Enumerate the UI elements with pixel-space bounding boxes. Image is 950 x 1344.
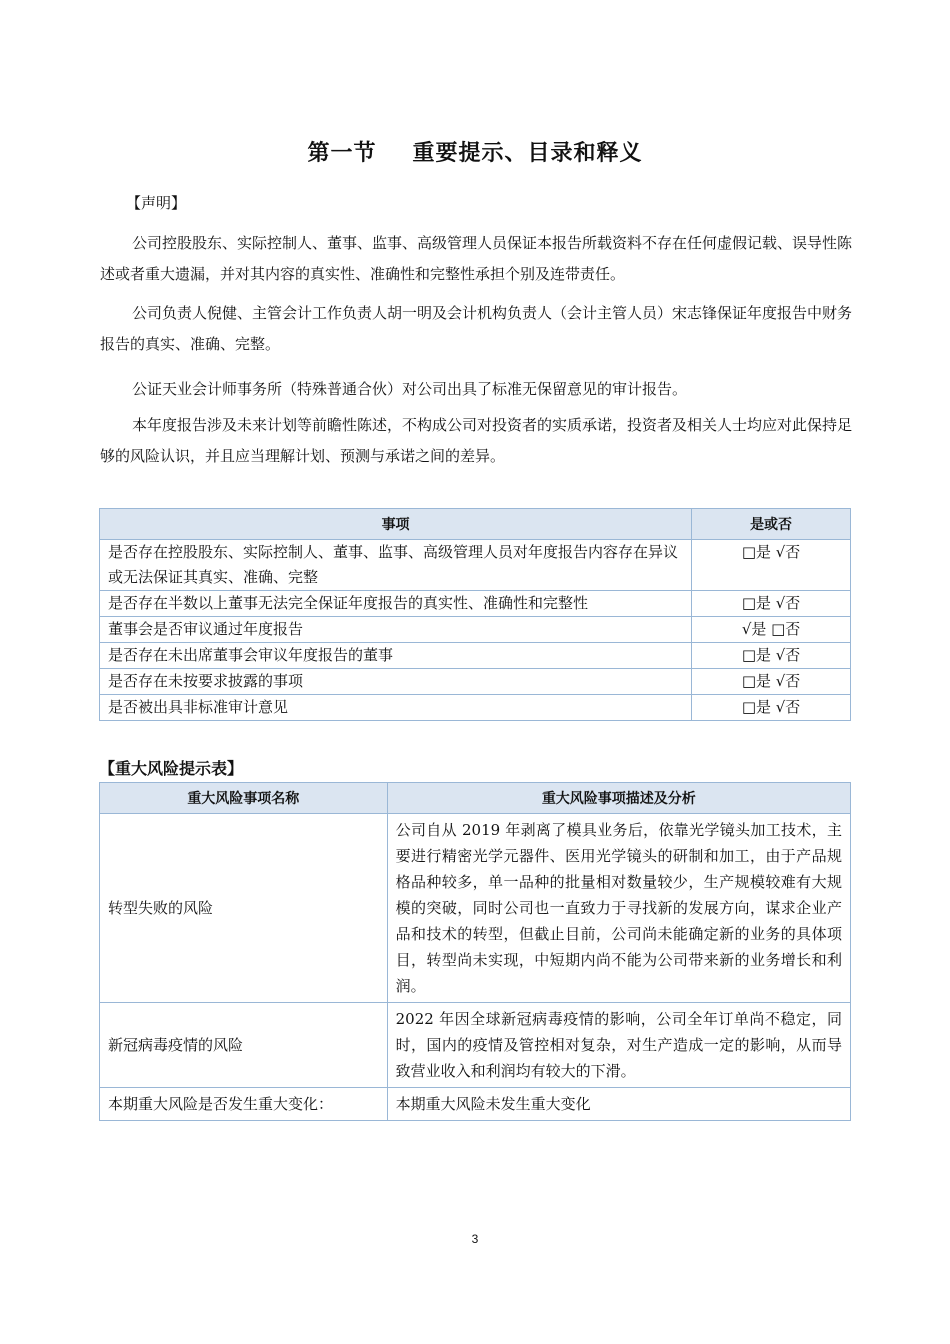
row-item: 董事会是否审议通过年度报告 bbox=[100, 617, 692, 643]
risk-desc: 本期重大风险未发生重大变化 bbox=[387, 1088, 850, 1121]
section-number: 第一节 bbox=[307, 141, 377, 166]
row-answer: □是 √否 bbox=[692, 540, 851, 591]
header-yes-no: 是或否 bbox=[692, 509, 851, 540]
table-row bbox=[100, 617, 851, 643]
table-row bbox=[100, 1003, 851, 1088]
row-item: 是否存在未出席董事会审议年度报告的董事 bbox=[100, 643, 692, 669]
row-item: 是否存在半数以上董事无法完全保证年度报告的真实性、准确性和完整性 bbox=[100, 591, 692, 617]
risk-table bbox=[99, 782, 851, 1121]
risk-desc: 公司自从 2019 年剥离了模具业务后，依靠光学镜头加工技术，主要进行精密光学元器件、医用光学镜头的研制和加工，由于产品规格品种较多，单一品种的批量相对数量较少，生产规模较难有大规模的突破，同时公司也一直致力于寻找新的发展方向，谋求企业产品和技术的转型，但截止目前，公司尚未能确定新的业务的具体项目，转型尚未实现，中短期内尚不能为公司带来新的业务增长和利润。 bbox=[387, 814, 850, 1003]
table-row bbox=[100, 1088, 851, 1121]
table-row bbox=[100, 695, 851, 721]
row-answer: □是 √否 bbox=[692, 643, 851, 669]
table-header-row bbox=[100, 509, 851, 540]
header-risk-name: 重大风险事项名称 bbox=[100, 783, 388, 814]
row-answer: □是 √否 bbox=[692, 669, 851, 695]
paragraph-2: 公司负责人倪健、主管会计工作负责人胡一明及会计机构负责人（会计主管人员）宋志锋保证年度报告中财务报告的真实、准确、完整。 bbox=[100, 304, 853, 353]
section-title bbox=[0, 136, 950, 167]
table-row bbox=[100, 814, 851, 1003]
header-item: 事项 bbox=[100, 509, 692, 540]
row-answer: □是 √否 bbox=[692, 695, 851, 721]
table-row bbox=[100, 540, 851, 591]
row-item: 是否存在控股股东、实际控制人、董事、监事、高级管理人员对年度报告内容存在异议或无法保证其真实、准确、完整 bbox=[100, 540, 692, 591]
page-number: 3 bbox=[471, 1232, 479, 1246]
header-risk-desc: 重大风险事项描述及分析 bbox=[387, 783, 850, 814]
risk-desc: 2022 年因全球新冠病毒疫情的影响，公司全年订单尚不稳定，同时，国内的疫情及管控相对复杂，对生产造成一定的影响，从而导致营业收入和利润均有较大的下滑。 bbox=[387, 1003, 850, 1088]
risk-name: 本期重大风险是否发生重大变化： bbox=[100, 1088, 388, 1121]
risk-table-title: 【重大风险提示表】 bbox=[99, 759, 244, 778]
table-row bbox=[100, 669, 851, 695]
row-item: 是否存在未按要求披露的事项 bbox=[100, 669, 692, 695]
table-header-row bbox=[100, 783, 851, 814]
row-answer: □是 √否 bbox=[692, 591, 851, 617]
row-answer: √是 □否 bbox=[692, 617, 851, 643]
section-name: 重要提示、目录和释义 bbox=[412, 141, 643, 166]
risk-name: 转型失败的风险 bbox=[100, 814, 388, 1003]
table-row bbox=[100, 643, 851, 669]
declaration-label: 【声明】 bbox=[126, 194, 187, 212]
paragraph-1: 公司控股股东、实际控制人、董事、监事、高级管理人员保证本报告所载资料不存在任何虚假记载、误导性陈述或者重大遗漏，并对其内容的真实性、准确性和完整性承担个别及连带责任。 bbox=[100, 234, 853, 283]
paragraph-3: 公证天业会计师事务所（特殊普通合伙）对公司出具了标准无保留意见的审计报告。 bbox=[132, 380, 688, 398]
confirmation-table bbox=[99, 508, 851, 721]
risk-name: 新冠病毒疫情的风险 bbox=[100, 1003, 388, 1088]
row-item: 是否被出具非标准审计意见 bbox=[100, 695, 692, 721]
table-row bbox=[100, 591, 851, 617]
paragraph-4: 本年度报告涉及未来计划等前瞻性陈述，不构成公司对投资者的实质承诺，投资者及相关人士均应对此保持足够的风险认识，并且应当理解计划、预测与承诺之间的差异。 bbox=[100, 416, 853, 465]
